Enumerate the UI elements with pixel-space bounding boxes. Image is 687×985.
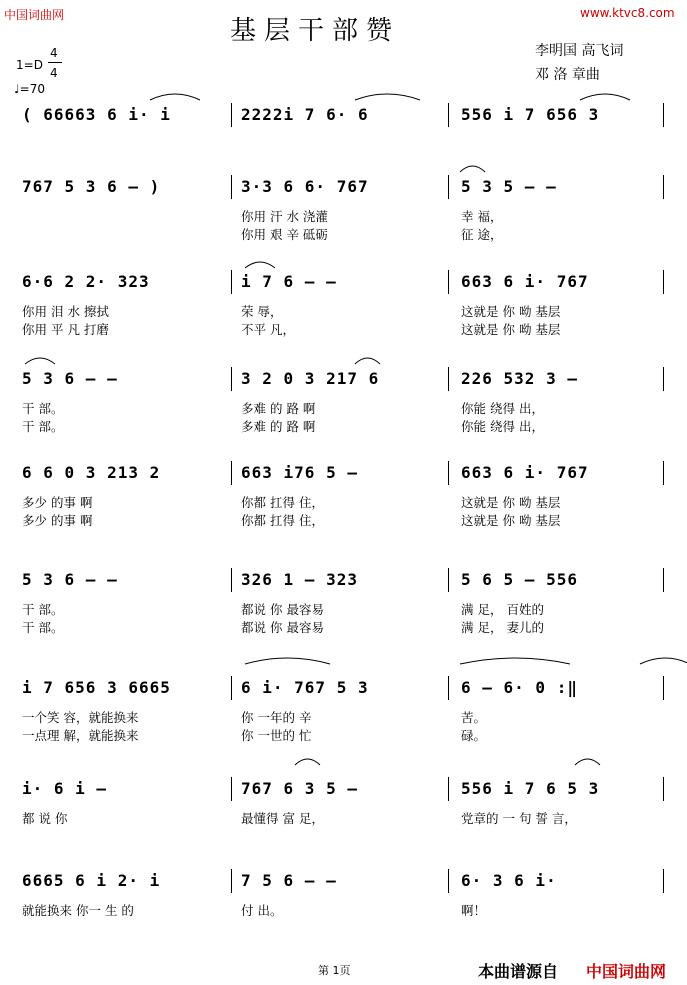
lyric-line: 满 足， 妻儿的: [461, 620, 544, 635]
measure-notes: i 7 656 3 6665: [22, 678, 171, 697]
measure-notes: 6 6 0 3 213 2: [22, 463, 161, 482]
slur-arc: [150, 94, 200, 100]
lyric-line: 你用 艰 辛 砥砺: [241, 227, 328, 242]
measure-notes: 3 2 0 3 217 6: [241, 369, 380, 388]
lyric-line: 你都 扛得 住，: [241, 495, 324, 510]
measure-notes: i 7 6 – –: [241, 272, 337, 291]
measure-notes: 556 i 7 656 3: [461, 105, 600, 124]
lyric-line: 就能换来 你一 生 的: [22, 903, 134, 918]
measure-notes: ( 66663 6 i· i: [22, 105, 171, 124]
slur-arc: [575, 759, 600, 765]
lyric-line: 你用 汗 水 浇灌: [241, 209, 328, 224]
measure-notes: 6· 3 6 i·: [461, 871, 557, 890]
measure-notes: 663 6 i· 767: [461, 463, 589, 482]
lyric-line: 都说 你 最容易: [241, 620, 324, 635]
lyricist-credit: 李明国 高飞词: [535, 43, 624, 59]
lyric-line: 你 一世的 忙: [241, 728, 312, 743]
measure-notes: 5 6 5 – 556: [461, 570, 578, 589]
lyric-line: 这就是 你 呦 基层: [461, 513, 561, 528]
lyric-line: 啊！: [461, 903, 487, 918]
song-title: 基层干部赞: [230, 16, 401, 46]
measure-notes: 326 1 – 323: [241, 570, 358, 589]
lyric-line: 干 部。: [22, 602, 64, 617]
measure-notes: 5 3 5 – –: [461, 177, 557, 196]
page-number: 第 1页: [318, 964, 351, 977]
lyric-line: 你用 泪 水 擦拭: [22, 304, 109, 319]
lyric-line: 你都 扛得 住，: [241, 513, 324, 528]
lyric-line: 干 部。: [22, 401, 64, 416]
measure-notes: 6·6 2 2· 323: [22, 272, 150, 291]
measure-notes: 6 – 6· 0 :‖: [461, 678, 578, 697]
source-site: 中国词曲网: [586, 962, 667, 981]
slur-arc: [295, 759, 320, 765]
slur-arc: [245, 658, 330, 664]
composer-credit: 邓 洛 章曲: [535, 67, 600, 83]
slur-arc: [640, 658, 687, 664]
measure-notes: 767 5 3 6 – ): [22, 177, 161, 196]
watermark-left: 中国词曲网: [4, 8, 65, 22]
slur-arc: [355, 358, 380, 364]
measure-notes: 6665 6 i 2· i: [22, 871, 161, 890]
measure-notes: 6 i· 767 5 3: [241, 678, 369, 697]
lyric-line: 多少 的事 啊: [22, 513, 93, 528]
lyric-line: 一个笑 容，就能换来: [22, 710, 139, 725]
measure-notes: 3·3 6 6· 767: [241, 177, 369, 196]
lyric-line: 付 出。: [241, 903, 283, 918]
lyric-line: 你用 平 凡 打磨: [22, 322, 109, 337]
lyric-line: 你 一年的 辛: [241, 710, 312, 725]
lyric-line: 满 足， 百姓的: [461, 602, 544, 617]
lyric-line: 干 部。: [22, 620, 64, 635]
watermark-right: www.ktvc8.com: [580, 6, 675, 20]
measure-notes: i· 6 i –: [22, 779, 108, 798]
measure-notes: 5 3 6 – –: [22, 369, 118, 388]
measure-notes: 556 i 7 6 5 3: [461, 779, 600, 798]
slur-arc: [355, 94, 420, 100]
lyric-line: 你能 绕得 出，: [461, 419, 544, 434]
slur-arc: [580, 94, 630, 100]
measure-notes: 226 532 3 –: [461, 369, 578, 388]
measure-notes: 663 i76 5 –: [241, 463, 358, 482]
lyric-line: 碌。: [461, 728, 487, 743]
measure-notes: 663 6 i· 767: [461, 272, 589, 291]
lyric-line: 征 途，: [461, 227, 503, 242]
measure-notes: 5 3 6 – –: [22, 570, 118, 589]
slur-arc: [245, 262, 275, 268]
lyric-line: 都说 你 最容易: [241, 602, 324, 617]
slur-arc: [460, 658, 570, 664]
tempo-marking: ♩=70: [14, 82, 45, 96]
slur-arc: [25, 358, 55, 364]
lyric-line: 这就是 你 呦 基层: [461, 322, 561, 337]
lyric-line: 苦。: [461, 710, 487, 725]
time-signature-top: 4: [50, 46, 58, 60]
lyric-line: 幸 福，: [461, 209, 503, 224]
slur-arc: [460, 166, 485, 172]
source-label: 本曲谱源自: [478, 962, 559, 981]
measure-notes: 7 5 6 – –: [241, 871, 337, 890]
lyric-line: 这就是 你 呦 基层: [461, 495, 561, 510]
lyric-line: 荣 辱，: [241, 304, 283, 319]
key-signature: 1=D: [16, 58, 43, 72]
lyric-line: 这就是 你 呦 基层: [461, 304, 561, 319]
lyric-line: 不平 凡，: [241, 322, 295, 337]
lyric-line: 党章的 一 句 誓 言，: [461, 811, 577, 826]
lyric-line: 多少 的事 啊: [22, 495, 93, 510]
lyric-line: 多难 的 路 啊: [241, 401, 316, 416]
lyric-line: 干 部。: [22, 419, 64, 434]
lyric-line: 你能 绕得 出，: [461, 401, 544, 416]
lyric-line: 多难 的 路 啊: [241, 419, 316, 434]
lyric-line: 一点理 解，就能换来: [22, 728, 139, 743]
lyric-line: 最懂得 富 足，: [241, 811, 324, 826]
time-signature-bottom: 4: [50, 66, 58, 80]
lyric-line: 都 说 你: [22, 811, 68, 826]
measure-notes: 2222i 7 6· 6: [241, 105, 369, 124]
measure-notes: 767 6 3 5 –: [241, 779, 358, 798]
